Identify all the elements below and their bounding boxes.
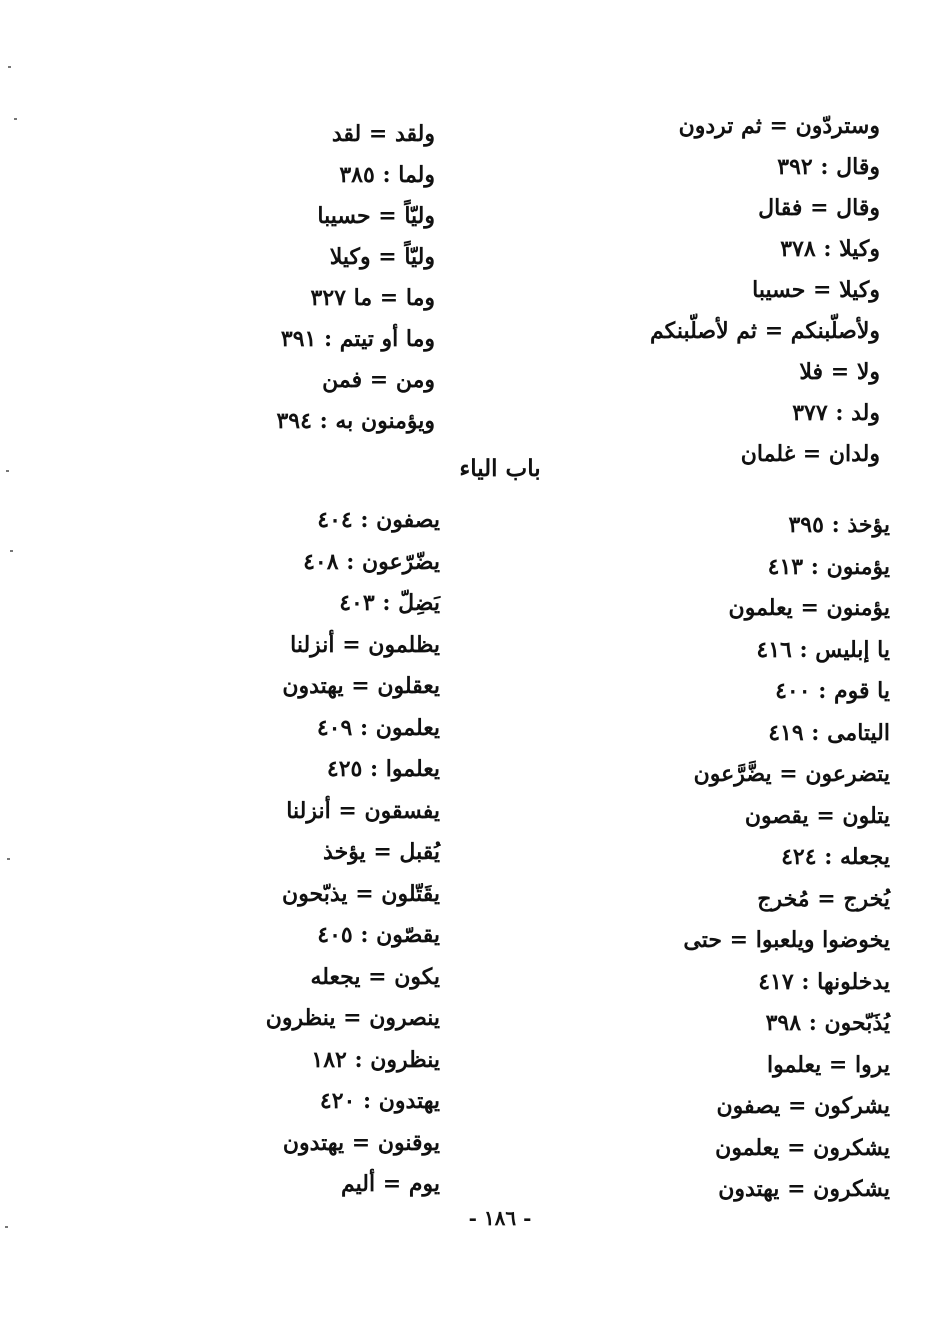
section-heading: باب الياء — [459, 455, 541, 482]
scan-speck — [10, 550, 13, 552]
scan-speck — [5, 1226, 8, 1228]
index-entry: يوم = أليم — [341, 1171, 440, 1197]
index-entry: وقال = فقال — [758, 195, 880, 221]
index-entry: ولما : ٣٨٥ — [339, 162, 435, 188]
index-entry: يَضِلّ : ٤٠٣ — [339, 590, 440, 616]
index-entry: يظلمون = أنزلنا — [290, 631, 440, 658]
index-entry: ولا = فلا — [799, 359, 880, 385]
index-entry: يعلموا : ٤٢٥ — [326, 756, 440, 782]
index-entry: ولأصلّبنكم = ثم لأصلّبنكم — [650, 318, 880, 344]
scan-speck — [7, 858, 10, 860]
index-entry: يخوضوا ويلعبوا = حتى — [683, 927, 890, 953]
index-entry: يشكرون = يعلمون — [715, 1134, 890, 1161]
index-entry: وستردّون = ثم تردون — [678, 113, 880, 139]
index-entry: يفسقون = أنزلنا — [286, 797, 440, 824]
index-entry: ولدان = غلمان — [740, 441, 880, 467]
index-entry: وكيلا : ٣٧٨ — [780, 236, 880, 262]
index-entry: يقصّون : ٤٠٥ — [317, 922, 440, 948]
index-entry: يُقبل = يؤخذ — [323, 839, 440, 865]
index-entry: ينظرون : ١٨٢ — [311, 1046, 440, 1073]
index-entry: يصفون : ٤٠٤ — [317, 507, 440, 533]
index-entry: يؤخذ : ٣٩٥ — [788, 512, 890, 538]
index-entry: وما = ما ٣٢٧ — [310, 285, 435, 311]
index-entry: يشكرون = يهتدون — [718, 1176, 890, 1202]
index-entry: يؤمنون = يعلمون — [728, 595, 890, 621]
index-entry: وليّاً = حسيبا — [317, 203, 435, 229]
index-column-right-top — [600, 106, 880, 475]
index-entry: يروا = يعلموا — [767, 1051, 890, 1078]
index-entry: يا إبليس : ٤١٦ — [756, 636, 890, 663]
index-entry: يعقلون = يهتدون — [282, 673, 440, 699]
index-entry: يضّرّعون : ٤٠٨ — [303, 548, 440, 575]
index-entry: يكون = يجعله — [310, 963, 440, 990]
index-entry: اليتامى : ٤١٩ — [768, 719, 890, 746]
index-entry: يدخلونها : ٤١٧ — [758, 968, 890, 995]
index-entry: وقال : ٣٩٢ — [777, 154, 880, 180]
index-entry: وكيلا = حسيبا — [752, 277, 880, 303]
scan-speck — [8, 66, 11, 68]
index-entry: يعلمون : ٤٠٩ — [316, 714, 440, 741]
page-number: - ١٨٦ - — [468, 1206, 532, 1230]
scan-speck — [6, 470, 9, 472]
index-entry: يهتدون : ٤٢٠ — [319, 1088, 440, 1114]
index-entry: يُذَبّحون : ٣٩٨ — [765, 1010, 890, 1036]
index-entry: يجعله : ٤٢٤ — [781, 844, 890, 870]
index-column-right-bottom — [600, 505, 890, 1211]
index-entry: يُخرج = مُخرج — [757, 885, 890, 912]
index-entry: ولد : ٣٧٧ — [792, 400, 880, 426]
scan-speck — [14, 118, 17, 120]
index-entry: ويؤمنون به : ٣٩٤ — [276, 408, 435, 434]
index-entry: يشركون = يصفون — [716, 1093, 890, 1119]
index-entry: ومن = فمن — [322, 367, 435, 393]
index-entry: يتلون = يقصون — [744, 802, 890, 829]
index-entry: يؤمنون : ٤١٣ — [767, 553, 890, 580]
index-entry: ينصرون = ينظرون — [265, 1005, 440, 1031]
index-entry: ولقد = لقد — [331, 121, 435, 147]
index-entry: يتضرعون = يضَّرَّعون — [693, 761, 890, 787]
index-entry: يا قوم : ٤٠٠ — [775, 678, 890, 704]
index-entry: يقَتّلون = يذبّحون — [282, 880, 440, 907]
index-column-left-top — [220, 114, 435, 442]
index-entry: وما أو تيتم : ٣٩١ — [280, 326, 435, 352]
index-entry: وليّاً = وكيلا — [329, 244, 435, 270]
index-entry: يوقنون = يهتدون — [282, 1129, 440, 1156]
index-column-left-bottom — [200, 500, 440, 1206]
